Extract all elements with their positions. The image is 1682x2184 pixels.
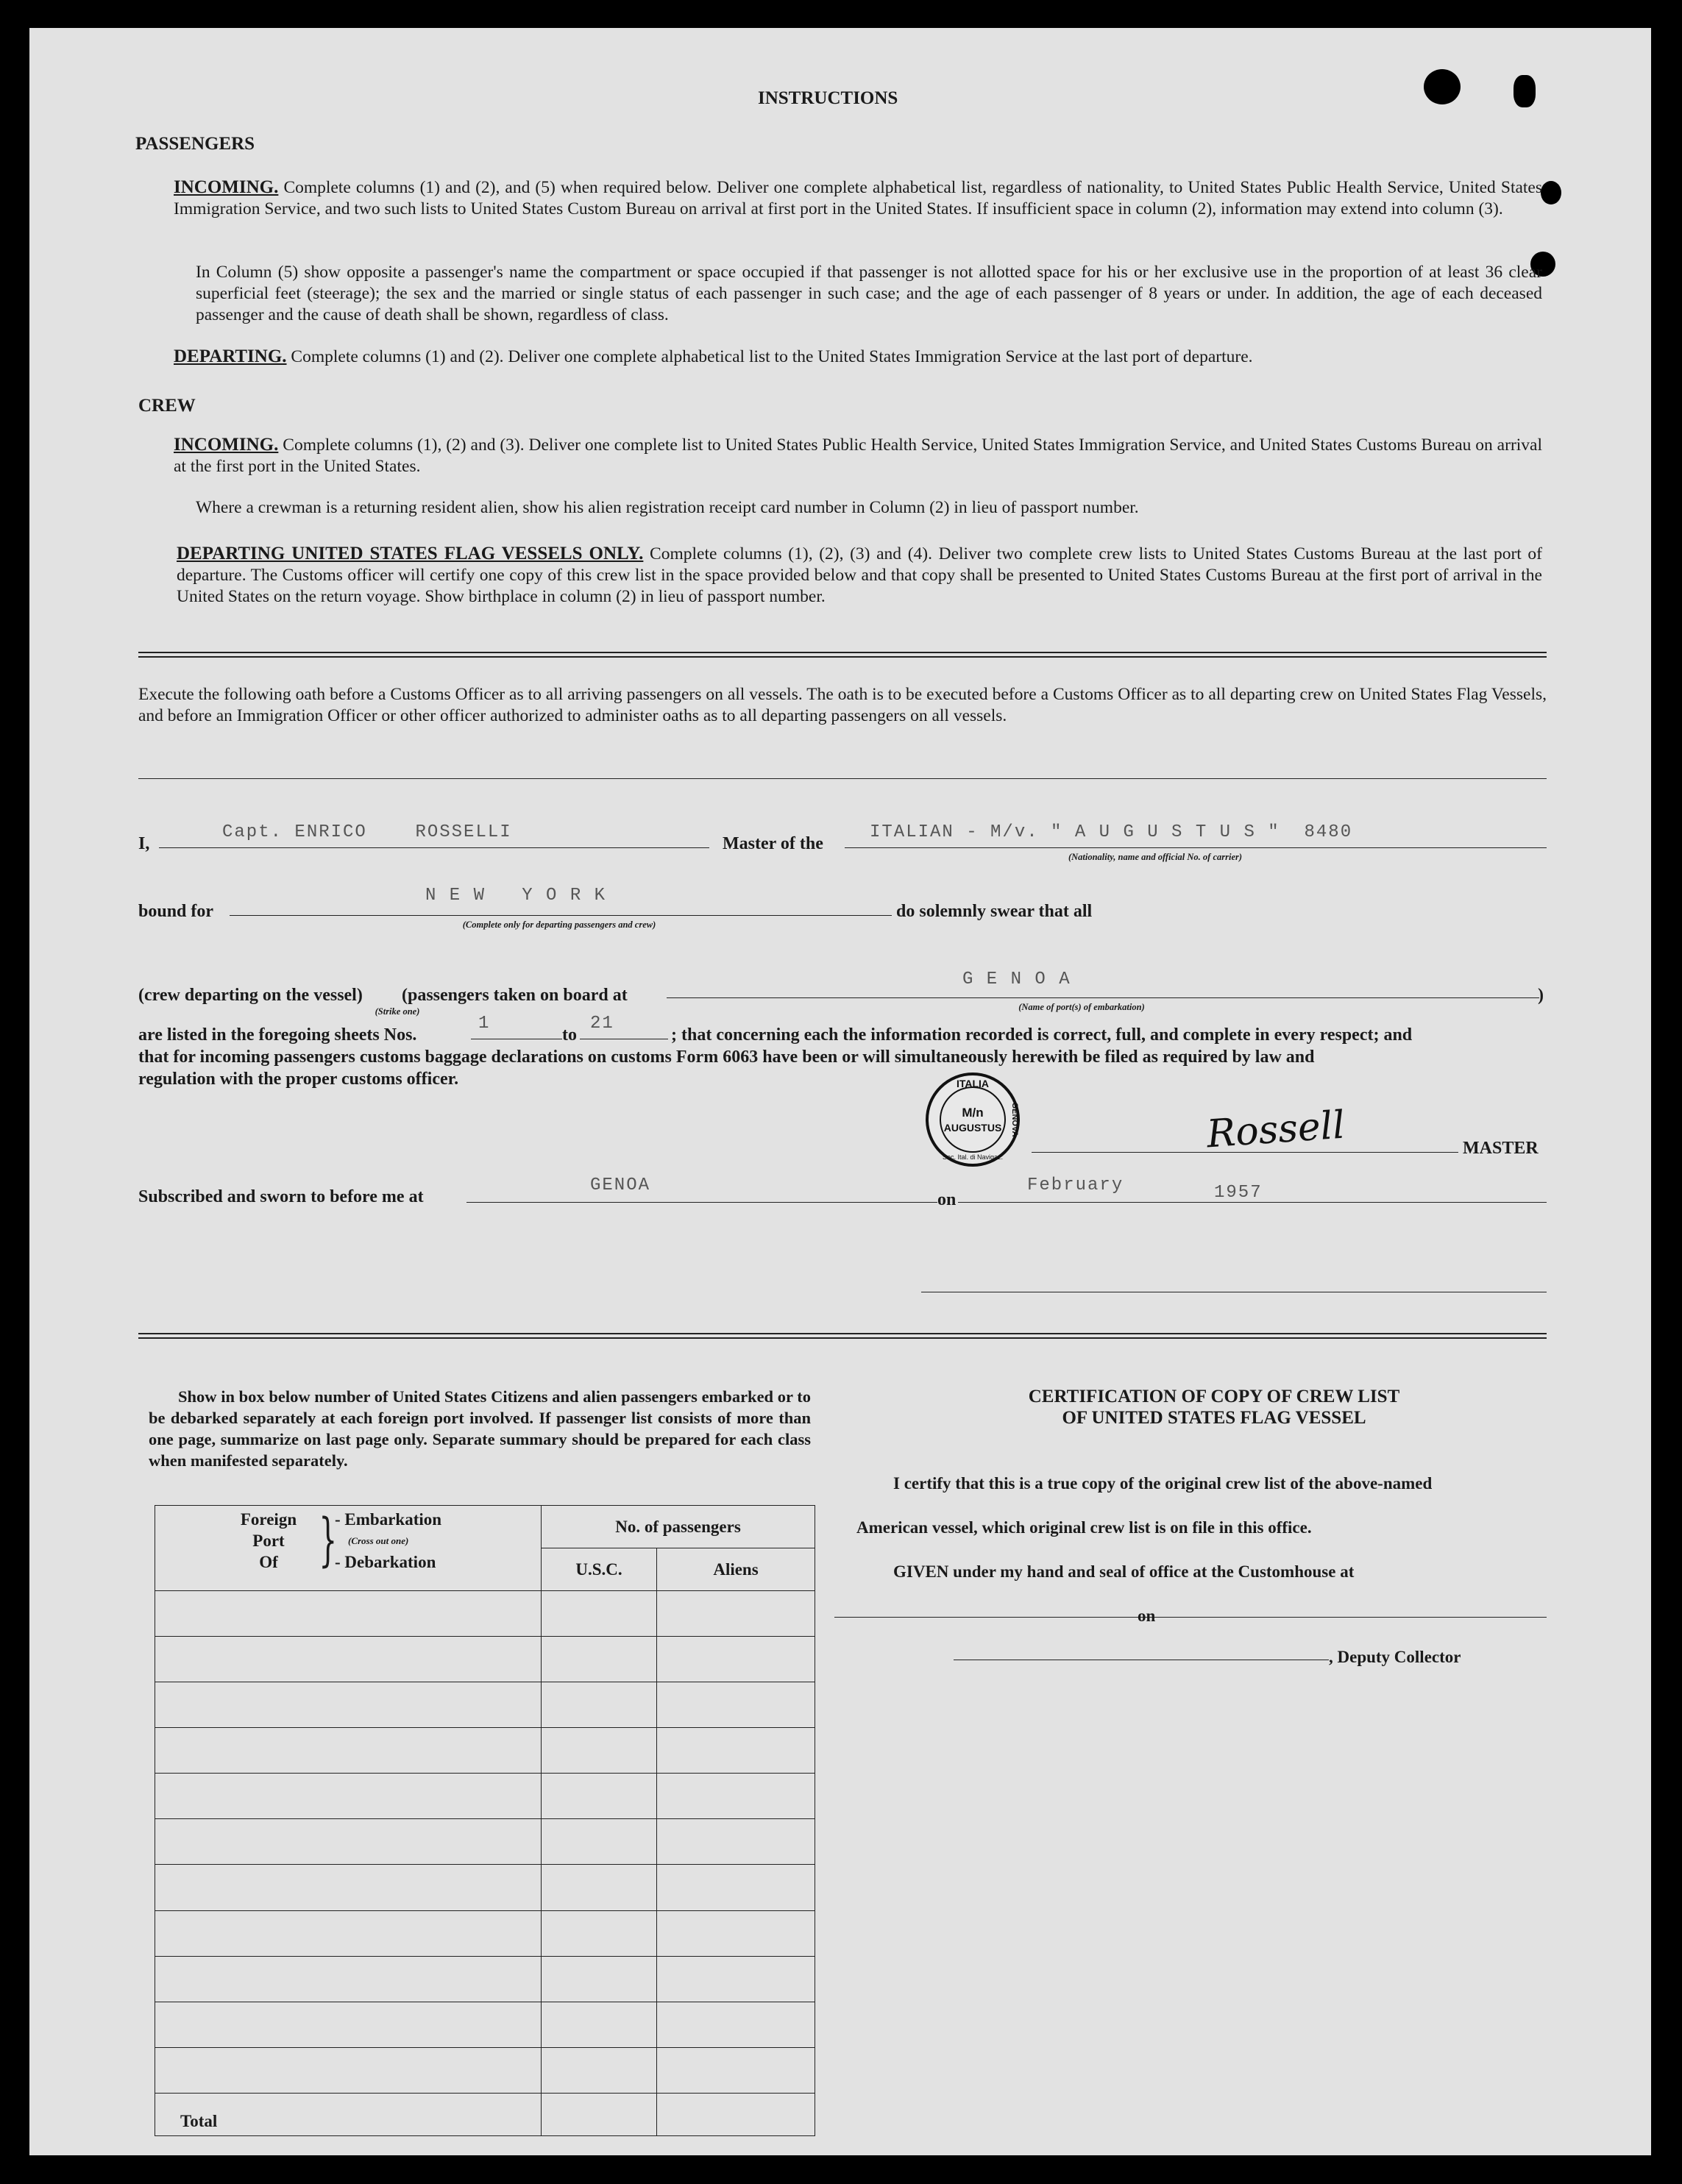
stamp-center-line2: AUGUSTUS xyxy=(943,1122,1002,1134)
subscribed-label: Subscribed and sworn to before me at xyxy=(138,1187,424,1206)
master-signature: Rossell xyxy=(1205,1103,1346,1157)
table-row xyxy=(155,2047,815,2093)
table-row xyxy=(155,1774,815,1819)
stamp-top-text: ITALIA xyxy=(956,1078,990,1089)
destination-caption: (Complete only for departing passengers and crew) xyxy=(462,920,656,930)
passengers-heading: PASSENGERS xyxy=(135,134,255,154)
sworn-date-line xyxy=(958,1202,1547,1203)
master-name-value: Capt. ENRICO ROSSELLI xyxy=(222,822,512,842)
col-port-label: Port xyxy=(252,1532,285,1550)
no-passengers-header: No. of passengers xyxy=(542,1506,815,1548)
table-row xyxy=(155,1591,815,1637)
sheet-to-value: 21 xyxy=(590,1014,614,1034)
section-divider xyxy=(138,1333,1547,1339)
certification-title-line1: CERTIFICATION OF COPY OF CREW LIST xyxy=(1028,1387,1400,1406)
sworn-place-line xyxy=(466,1202,937,1203)
column5-paragraph: In Column (5) show opposite a passenger's name the compartment or space occupied if that passenger is not allotted space for his or her exclusive use in the proportion of at least 36 clear superficial feet (steerage); the sex and the married or single status of each passenger in such case; and the age of each passenger of 8 years or under. In addition, the age of each deceased passenger and the cause of death shall be shown, regardless of class. xyxy=(196,263,1542,324)
passengers-incoming-label: INCOMING. xyxy=(174,177,279,197)
sworn-year-value: 1957 xyxy=(1214,1183,1263,1203)
passengers-departing-label: DEPARTING. xyxy=(174,346,287,366)
embarkation-port-value: G E N O A xyxy=(962,970,1071,989)
stamp-center-line1: M/n xyxy=(962,1106,984,1120)
crew-departing-text: Complete columns (1), (2), (3) and (4). Deliver two complete crew lists to United States Customs Bureau at the last port of departure. The Customs officer will certify one copy of this crew list in the space provided below and that copy shall be presented to United States Customs Bureau at the first port of arrival in the United States on the return voyage. Show birthplace in column (2) in lieu of passport number. xyxy=(177,544,1543,606)
section-divider xyxy=(138,652,1547,658)
table-row xyxy=(155,1865,815,1910)
col-of-label: Of xyxy=(259,1553,278,1571)
instructions-title: INSTRUCTIONS xyxy=(758,88,898,108)
crew-departing-label: DEPARTING UNITED STATES FLAG VESSELS ONLY. xyxy=(177,544,644,563)
swear-label: do solemnly swear that all xyxy=(896,902,1093,921)
total-row xyxy=(155,2094,815,2136)
bound-for-label: bound for xyxy=(138,902,214,921)
table-row xyxy=(155,1910,815,1956)
sworn-month-value: February xyxy=(1027,1175,1124,1195)
passengers-incoming-text: Complete columns (1) and (2), and (5) when required below. Deliver one complete alphabetical list, regardless of nationality, to United States Public Health Service, United States Immigration Service, and two such lists to United States Custom Bureau on arrival at first port in the United States. If insufficient space in column (2), information may extend into column (3). xyxy=(174,178,1543,218)
oath-intro-paragraph: Execute the following oath before a Customs Officer as to all arriving passengers on all vessels. The oath is to be executed before a Customs Officer as to all departing crew on United States Flag Vessels, and before an Immigration Officer or other officer authorized to administer oaths as to all departing passengers on all vessels. xyxy=(138,685,1547,725)
certify-given-line: GIVEN under my hand and seal of office at the Customhouse at xyxy=(893,1562,1355,1581)
close-paren: ) xyxy=(1538,986,1544,1005)
document-page xyxy=(29,28,1651,2155)
embarkation-line xyxy=(667,997,1539,998)
summary-instructions: Show in box below number of United States Citizens and alien passengers embarked or to be debarked separately at each foreign port involved. If passenger list consists of more than one page, summarize on last page only. Separate summary should be prepared for each class when manifested separately. xyxy=(149,1387,811,1470)
table-row xyxy=(155,1682,815,1728)
col-foreign-label: Foreign xyxy=(240,1510,297,1529)
embarkation-label: - Embarkation xyxy=(335,1510,442,1529)
certification-title xyxy=(883,1386,1545,1429)
customhouse-date-line xyxy=(1157,1617,1547,1618)
certify-text-3: regulation with the proper customs officer. xyxy=(138,1070,459,1089)
debarkation-label: - Debarkation xyxy=(335,1553,436,1571)
vessel-value: ITALIAN - M/v. " A U G U S T U S " 8480 xyxy=(870,822,1353,842)
master-name-line xyxy=(159,847,709,848)
table-row xyxy=(155,1728,815,1774)
strike-one-caption: (Strike one) xyxy=(375,1006,420,1017)
destination-value: N E W Y O R K xyxy=(425,886,607,906)
destination-line xyxy=(230,915,892,916)
certify-text-2: that for incoming passengers customs baggage declarations on customs Form 6063 have been or will simultaneously herewith be filed as required by law and xyxy=(138,1047,1315,1067)
punch-hole-mark xyxy=(1541,181,1561,204)
master-of-label: Master of the xyxy=(723,834,823,853)
table-row xyxy=(155,2002,815,2047)
crew-incoming-text: Complete columns (1), (2) and (3). Deliver one complete list to United States Public Health Service, United States Immigration Service, and United States Customs Bureau on arrival at the first port in the United States. xyxy=(174,435,1543,476)
stamp-side-text: GENOVA xyxy=(1010,1102,1019,1137)
deputy-collector-label: , Deputy Collector xyxy=(1329,1648,1461,1666)
brace-glyph: } xyxy=(319,1507,338,1573)
divider-line xyxy=(138,778,1547,779)
certification-title-line2: OF UNITED STATES FLAG VESSEL xyxy=(1062,1408,1366,1428)
usc-header: U.S.C. xyxy=(542,1548,657,1591)
total-label: Total xyxy=(155,2094,542,2136)
certify-text-1: ; that concerning each the information recorded is correct, full, and complete in every respect; and xyxy=(671,1025,1413,1045)
official-stamp xyxy=(921,1068,1024,1171)
table-row xyxy=(155,1956,815,2002)
table-row xyxy=(155,1637,815,1682)
stamp-bottom-text: Soc. Ital. di Navigaz. xyxy=(942,1153,1004,1161)
crew-departing-option: (crew departing on the vessel) xyxy=(138,986,363,1005)
crewman-paragraph: Where a crewman is a returning resident alien, show his alien registration receipt card number in Column (2) in lieu of passport number. xyxy=(196,498,1139,517)
sworn-on-label: on xyxy=(937,1190,957,1209)
customhouse-place-line xyxy=(834,1617,1158,1618)
master-label: MASTER xyxy=(1463,1139,1539,1158)
i-label: I, xyxy=(138,834,150,853)
passenger-summary-table xyxy=(155,1505,815,2136)
foreign-port-header xyxy=(155,1506,542,1591)
passengers-incoming-paragraph xyxy=(174,177,1542,220)
certify-on-label: on xyxy=(1138,1607,1156,1625)
vessel-line xyxy=(845,847,1547,848)
crew-heading: CREW xyxy=(138,396,196,416)
vessel-caption: (Nationality, name and official No. of carrier) xyxy=(1068,852,1243,862)
sheet-from-value: 1 xyxy=(478,1014,491,1034)
cross-out-label: (Cross out one) xyxy=(348,1535,409,1546)
passengers-departing-paragraph xyxy=(174,346,1542,368)
passengers-taken-option: (passengers taken on board at xyxy=(402,986,628,1005)
certify-vessel-line: American vessel, which original crew list is on file in this office. xyxy=(856,1518,1312,1537)
crew-incoming-paragraph xyxy=(174,434,1542,477)
punch-hole-mark xyxy=(1424,69,1461,104)
aliens-header: Aliens xyxy=(657,1548,815,1591)
listed-label: are listed in the foregoing sheets Nos. xyxy=(138,1025,417,1045)
sworn-place-value: GENOA xyxy=(590,1175,651,1195)
passengers-departing-text: Complete columns (1) and (2). Deliver one complete alphabetical list to the United States Immigration Service at the last port of departure. xyxy=(291,347,1253,366)
master-signature-line xyxy=(1032,1152,1458,1153)
crew-departing-paragraph xyxy=(177,543,1542,608)
embarkation-caption: (Name of port(s) of embarkation) xyxy=(1018,1002,1145,1012)
certify-statement: I certify that this is a true copy of the original crew list of the above-named xyxy=(893,1474,1433,1493)
to-label: to xyxy=(562,1025,577,1045)
table-row xyxy=(155,1819,815,1865)
punch-hole-mark xyxy=(1514,75,1536,107)
crew-incoming-label: INCOMING. xyxy=(174,435,279,455)
